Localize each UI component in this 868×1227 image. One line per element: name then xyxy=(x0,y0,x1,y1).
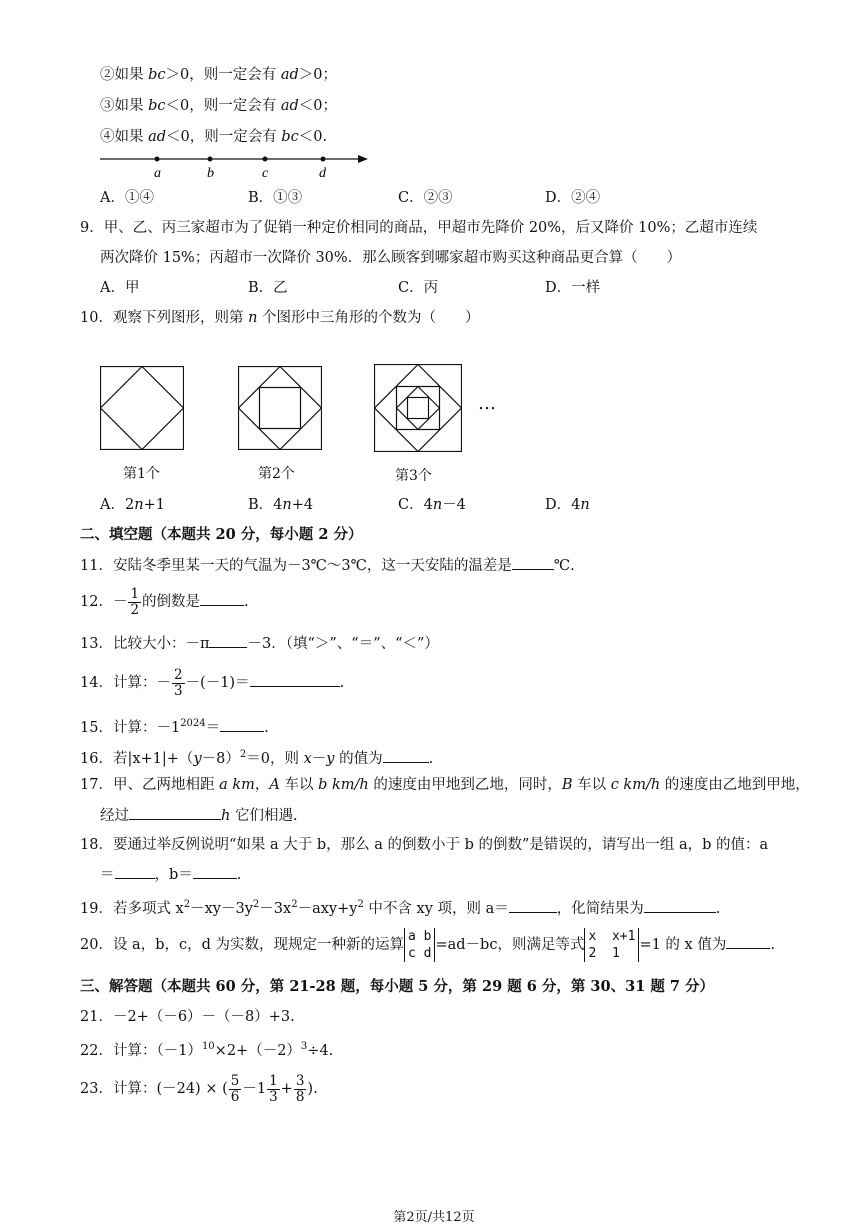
figure-3-caption: 第3个 xyxy=(395,468,432,484)
q20-determinant-definition: a b c d xyxy=(404,928,435,962)
label-c: c xyxy=(262,166,269,181)
q19: 19．若多项式 $x^2-xy-3y^2-3x^2-axy+y^2$ 中不含 xy 项，则 a＝ ，化简结果为 . xyxy=(80,899,721,917)
q8-option-c[interactable]: C．②③ xyxy=(398,190,453,206)
q9-option-b[interactable]: B．乙 xyxy=(248,280,288,296)
q16: 16．若$|x+1|+(y-8)^2=0$，则 x－y 的值为 . xyxy=(80,749,434,767)
q18-a-blank[interactable] xyxy=(115,864,155,879)
q15-answer-blank[interactable] xyxy=(220,717,264,732)
q22: 22．计算：$(-1)^{10}\times 2+(-2)^3\div 4$. xyxy=(80,1041,334,1059)
q20-answer-blank[interactable] xyxy=(726,934,770,949)
q10-option-c[interactable]: C．4n－4 xyxy=(398,497,466,513)
q19-result-blank[interactable] xyxy=(644,898,716,913)
q8-statement-3: ③如果 bc＜0，则一定会有 ad＜0； xyxy=(100,98,338,114)
q20-determinant-equation: x x+1 2 1 xyxy=(584,928,639,962)
q11: 11．安陆冬季里某一天的气温为－3℃～3℃，这一天安陆的温差是 ℃. xyxy=(80,555,575,576)
q23: 23．计算：(－24) × ( $\frac{5}{6}$ －1 $\frac{1}{3}$ + $\frac{3}{8}$ ). xyxy=(80,1072,318,1105)
q9-option-c[interactable]: C．丙 xyxy=(398,280,439,296)
section-2-title: 二、填空题（本题共 20 分，每小题 2 分） xyxy=(80,526,363,543)
q14-fraction: $\frac{2}{3}$ xyxy=(173,666,183,699)
label-a: a xyxy=(154,166,161,181)
q12-answer-blank[interactable] xyxy=(200,591,244,606)
label-b: b xyxy=(207,166,214,181)
q12-fraction: $\frac{1}{2}$ xyxy=(130,585,140,618)
figure-1 xyxy=(100,366,184,450)
q9-line-2: 两次降价 15%；丙超市一次降价 30%．那么顾客到哪家超市购买这种商品更合算（ ） xyxy=(100,250,682,266)
q9-option-d[interactable]: D．一样 xyxy=(545,280,601,296)
q20: 20．设 a，b，c，d 为实数，现规定一种新的运算 a b c d =ad－bc，则满足等式 x x+1 2 1 =1 的 x 值为 . xyxy=(80,929,775,961)
point-d xyxy=(321,157,326,162)
q10-option-b[interactable]: B．4n+4 xyxy=(248,497,314,513)
section-3-title: 三、解答题（本题共 60 分，第 21-28 题，每小题 5 分，第 29 题 6 分，第 30、31 题 7 分） xyxy=(80,978,715,995)
q23-fraction-3: $\frac{3}{8}$ xyxy=(295,1072,305,1105)
figure-3 xyxy=(374,364,462,452)
q17-line-2: 经过 h 它们相遇. xyxy=(100,805,298,826)
q10-option-d[interactable]: D．4n xyxy=(545,497,590,513)
q15: 15．计算：$-1^{2024}=$ . xyxy=(80,718,269,736)
point-a xyxy=(155,157,160,162)
q12: 12．－ $\frac{1}{2}$ 的倒数是 . xyxy=(80,585,249,618)
q8-statement-2: ②如果 bc＞0，则一定会有 ad＞0； xyxy=(100,67,338,83)
q17-answer-blank[interactable] xyxy=(129,805,221,820)
point-b xyxy=(208,157,213,162)
q9-line-1: 9．甲、乙、丙三家超市为了促销一种定价相同的商品，甲超市先降价 20%，后又降价 10%；乙超市连续 xyxy=(80,220,758,236)
q19-a-blank[interactable] xyxy=(509,898,557,913)
number-line-figure xyxy=(98,150,373,182)
q23-fraction-2: $\frac{1}{3}$ xyxy=(269,1072,278,1105)
q14: 14．计算：－ $\frac{2}{3}$ －(－1)＝ . xyxy=(80,666,345,699)
q23-fraction-1: $\frac{5}{6}$ xyxy=(230,1072,240,1105)
point-c xyxy=(263,157,268,162)
q8-statement-4: ④如果 ad＜0，则一定会有 bc＜0. xyxy=(100,129,328,145)
q11-answer-blank[interactable] xyxy=(512,555,554,570)
q10-option-a[interactable]: A．2n+1 xyxy=(100,497,165,513)
q21: 21．－2+（－6）－（－8）+3. xyxy=(80,1009,295,1025)
q8-option-d[interactable]: D．②④ xyxy=(545,190,601,206)
q14-answer-blank[interactable] xyxy=(250,672,340,687)
q18-line-1: 18．要通过举反例说明“如果 a 大于 b，那么 a 的倒数小于 b 的倒数”是错误的，请写出一组 a，b 的值：a xyxy=(80,837,769,853)
q16-answer-blank[interactable] xyxy=(383,748,429,763)
q9-option-a[interactable]: A．甲 xyxy=(100,280,140,296)
q13-answer-blank[interactable] xyxy=(209,633,247,648)
page-footer: 第2页/共12页 xyxy=(393,1210,475,1225)
q8-option-a[interactable]: A．①④ xyxy=(100,190,154,206)
number-line-arrow xyxy=(358,155,368,163)
q10-stem: 10．观察下列图形，则第 n 个图形中三角形的个数为（ ） xyxy=(80,310,480,326)
q13: 13．比较大小：－π －3．（填“＞”、“＝”、“＜”） xyxy=(80,633,439,654)
figure-1-caption: 第1个 xyxy=(123,466,160,482)
q18-b-blank[interactable] xyxy=(193,864,237,879)
q18-line-2: ＝ ，b＝ . xyxy=(100,864,241,885)
figure-ellipsis: … xyxy=(478,393,496,414)
q8-option-b[interactable]: B．①③ xyxy=(248,190,303,206)
label-d: d xyxy=(319,166,326,181)
figure-2 xyxy=(238,366,322,450)
q17-line-1: 17．甲、乙两地相距 a km，A 车以 b km/h 的速度由甲地到乙地，同时，B 车以 c km/h 的速度由乙地到甲地， xyxy=(80,777,810,793)
figure-2-caption: 第2个 xyxy=(258,466,295,482)
